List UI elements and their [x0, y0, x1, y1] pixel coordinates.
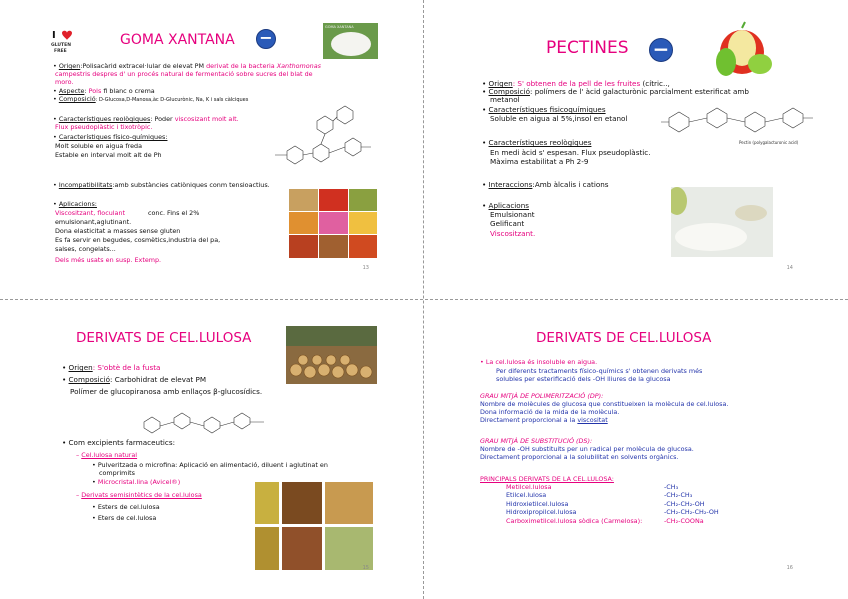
text-line: -CH₂-CH₃ — [664, 491, 693, 499]
text-line: metanol — [490, 95, 520, 104]
text-line: • La cel.lulosa és insoluble en aigua. — [480, 358, 598, 366]
slide-pectines — [424, 0, 848, 299]
text-line: – Cel.lulosa natural — [76, 451, 138, 459]
text-line: • Característiques físico-químiques: — [53, 133, 168, 141]
text-line: – Derivats semisintètics de la cel.lulosa — [76, 491, 202, 499]
logo-line1: GLUTEN — [51, 43, 71, 48]
page-number: 13 — [362, 265, 369, 271]
page-number: 15 — [362, 565, 369, 571]
food-products-photo-grid — [289, 189, 377, 258]
apple-lime-photo — [704, 20, 776, 80]
text-line: Viscositzant. — [490, 229, 536, 238]
photo-caption: GOMA XANTANA — [325, 25, 354, 29]
logs-photo — [286, 326, 377, 384]
text-line: -CH₂-COONa — [664, 517, 704, 525]
text-line: • Com excipients farmaceutics: — [62, 438, 176, 447]
text-line: • Origen:Polisacàrid extracel·lular de elevat PM derivat de la bacteria Xanthomonas — [53, 62, 321, 70]
text-line: • Microcristal.lina (Avicel®) — [92, 478, 181, 486]
text-line: • Composició: D-Glucosa,D-Manosa,àc D-Glucurònic, Na, K i sals càlciques — [53, 95, 249, 103]
text-line: • Composició: polímers de l' àcid galacturònic parcialment esterificat amb — [482, 87, 749, 96]
text-line: -CH₂-CH₂-OH — [664, 500, 705, 508]
slide-goma-xantana — [0, 0, 424, 299]
text-line: Viscositzant, floculant — [55, 209, 126, 217]
text-line: Per diferents tractaments físico-químics s' obtenen derivats més — [496, 367, 703, 375]
text-line: Directament proporcional a la solubilitat en solvents orgànics. — [480, 453, 679, 461]
text-line: • Origen: S'obtè de la fusta — [62, 363, 161, 372]
text-line: Dona informació de la mida de la molècula. — [480, 408, 620, 416]
text-line: • Aplicacions: — [53, 200, 97, 208]
pectin-powder-photo — [671, 187, 773, 257]
text-line: • Aspecte: Pols fi blanc o crema — [53, 87, 155, 95]
minus-badge-icon: − — [256, 29, 276, 49]
text-line: • Interaccions:Amb àlcalis i cations — [482, 180, 609, 189]
diagram-caption: Pectin (polygalacturonic acid) — [739, 140, 799, 145]
xanthan-structure-diagram — [265, 103, 380, 171]
text-line: • Eters de cel.lulosa — [92, 514, 157, 522]
text-line: PRINCIPALS DERIVATS DE LA CEL.LULOSA: — [480, 475, 614, 483]
minus-badge-icon: − — [649, 38, 673, 62]
slide-derivats-cellulosa-2 — [424, 300, 848, 599]
xanthan-powder-photo — [323, 23, 378, 59]
slide-derivats-cellulosa-1 — [0, 300, 424, 599]
slide-title: DERIVATS DE CEL.LULOSA — [76, 330, 252, 346]
text-line: salses, congelats... — [55, 245, 116, 253]
page-number: 14 — [786, 265, 793, 271]
svg-text:I: I — [52, 30, 56, 41]
page-number: 16 — [786, 565, 793, 571]
pectin-structure-diagram — [659, 100, 821, 148]
logo-line2: FREE — [54, 49, 67, 54]
text-line: Es fa servir en begudes, cosmètics,industria del pa, — [55, 236, 221, 244]
text-line: Flux pseudoplàstic i tixotròpic. — [55, 123, 153, 131]
text-line: Màxima estabilitat a Ph 2-9 — [490, 157, 589, 166]
text-line: Gelificant — [490, 219, 525, 228]
text-line: • Característiques fisicoquímiques — [482, 105, 606, 114]
text-line: Etilcel.lulosa — [506, 491, 547, 499]
text-line: Dona elasticitat a masses sense gluten — [55, 227, 181, 235]
text-line: Dels més usats en susp. Extemp. — [55, 256, 162, 264]
cellulose-structure-diagram — [140, 406, 270, 438]
text-line: • Característiques reològiques — [482, 138, 592, 147]
text-line: solubles per esterificació dels -OH lliures de la glucosa — [496, 375, 671, 383]
text-line: comprimits — [99, 469, 135, 477]
text-line: Carboximetilcel.lulosa sòdica (Carmelosa): — [506, 517, 643, 525]
text-line: -CH₃ — [664, 483, 679, 491]
text-line: Hidroxietilcel.lulosa — [506, 500, 569, 508]
text-line: Soluble en aigua al 5%,insol en etanol — [490, 114, 628, 123]
text-line: • Pulveritzada o microfina: Aplicació en alimentació, diluent i aglutinat en — [92, 461, 328, 469]
text-line: moro. — [55, 78, 74, 86]
text-line: En medi àcid s' espesan. Flux pseudoplàstic. — [490, 148, 651, 157]
text-line: Polímer de glucopiranosa amb enllaços β-glucosídics. — [70, 387, 263, 396]
text-line: • Incompatibilitats:amb substàncies catiòniques conm tensioactius. — [53, 181, 270, 189]
text-line: GRAU MITJÀ DE SUBSTITUCIÓ (DS): — [480, 437, 593, 445]
text-line: Directament proporcional a la viscositat — [480, 416, 608, 424]
text-line: campestris despres d' un procés natural de fermentació sobre sucres del blat de — [55, 70, 313, 78]
text-line: • Esters de cel.lulosa — [92, 503, 160, 511]
text-line: • Característiques reològiques: Poder viscosizant molt alt. — [53, 115, 239, 123]
text-line: Molt soluble en aigua freda — [55, 142, 142, 150]
text-line: Estable en interval molt alt de Ph — [55, 151, 162, 159]
text-line: -CH₂-CH₂-CH₂-OH — [664, 508, 719, 516]
text-line: Hidroxipropilcel.lulosa — [506, 508, 577, 516]
cellulose-sources-photo-grid — [255, 482, 373, 570]
slide-title: GOMA XANTANA — [120, 32, 235, 48]
text-line: Nombre de -OH substituits per un radical per molècula de glucosa. — [480, 445, 694, 453]
text-line: conc. Fins el 2% — [148, 209, 200, 217]
i-love-gluten-free-logo — [50, 28, 82, 54]
text-line: • Origen: S' obtenen de la pell de les fruites (cítric.., — [482, 79, 670, 88]
text-line: Metilcel.lulosa — [506, 483, 552, 491]
text-line: • Composició: Carbohidrat de elevat PM — [62, 375, 207, 384]
text-line: emulsionant,aglutinant. — [55, 218, 132, 226]
text-line: GRAU MITJÀ DE POLIMERITZACIÓ (DP): — [480, 392, 604, 400]
text-line: • Aplicacions — [482, 201, 530, 210]
text-line: Emulsionant — [490, 210, 535, 219]
slide-title: DERIVATS DE CEL.LULOSA — [536, 330, 712, 346]
text-line: Nombre de molècules de glucosa que constitueixen la molècula de cel.lulosa. — [480, 400, 729, 408]
slide-title: PECTINES — [546, 38, 629, 58]
